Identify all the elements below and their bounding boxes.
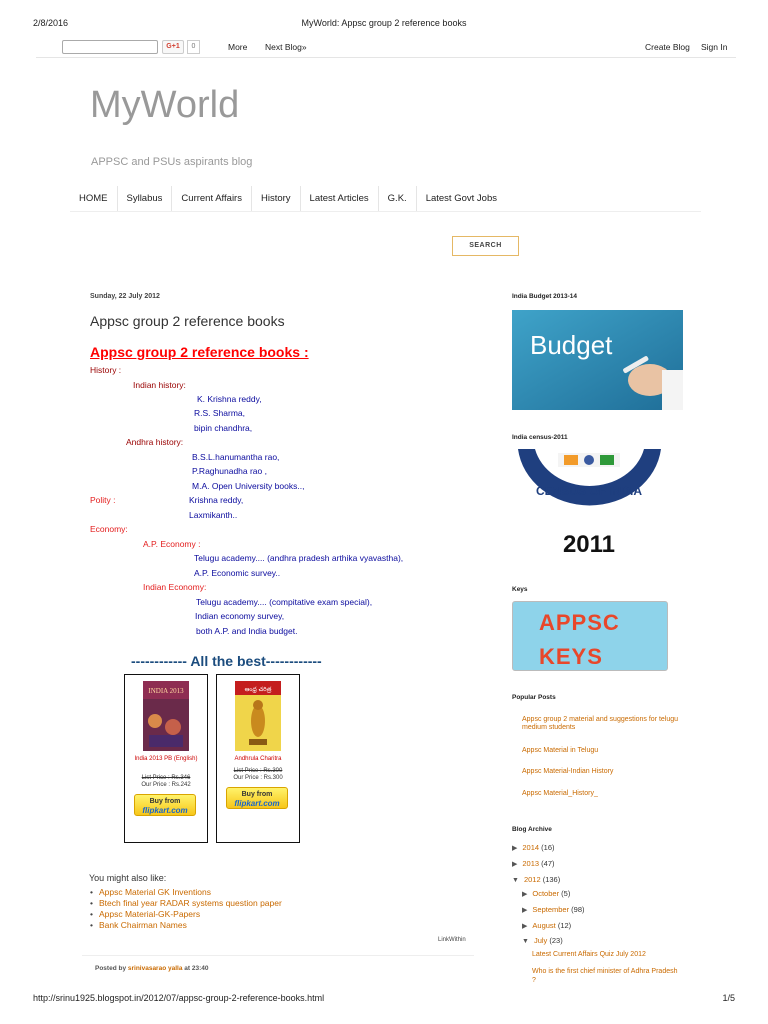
also-like-link[interactable]: • Bank Chairman Names [90,920,282,931]
keys-widget-title: Keys [512,586,528,593]
flipkart-logo: flipkart.com [234,799,280,808]
archive-month-label[interactable]: July [533,936,548,945]
buy-label: Buy from [149,798,181,805]
product-card [124,674,208,843]
print-title: MyWorld: Appsc group 2 reference books [301,18,467,28]
archive-year-2012[interactable] [512,875,560,884]
also-like-link[interactable]: • Appsc Material-GK-Papers [90,909,282,920]
list-price: List Price : Rs.346 [141,775,191,781]
post-line: Telugu academy.... (compitative exam special), [196,597,373,607]
popular-posts-title: Popular Posts [512,694,556,701]
posted-by-label: Posted by [95,965,127,972]
cover-title: ఆంధ్ర చరిత్ర [244,686,272,693]
expand-arrow-icon[interactable]: ▶ [522,891,528,898]
post-line: Polity : [90,495,116,505]
archive-count: (12) [557,921,572,930]
post-line: Indian economy survey, [195,611,285,621]
collapse-arrow-icon[interactable]: ▼ [512,877,519,884]
book-cover-image[interactable] [235,681,281,751]
budget-image-text: Budget [530,330,613,360]
census-year: 2011 [562,531,616,558]
list-price: List Price : Rs.300 [233,768,283,774]
blog-title[interactable]: MyWorld [90,84,240,126]
post-line: Indian history: [133,380,186,390]
archive-count: (5) [561,889,571,898]
post-line: Andhra history: [126,437,184,447]
post-line: both A.P. and India budget. [196,626,298,636]
at-label: at [184,965,191,972]
blog-description: APPSC and PSUs aspirants blog [91,156,253,168]
post-line: M.A. Open University books.., [192,481,305,491]
archive-year-label[interactable]: 2013 [522,859,540,868]
product-name[interactable]: Andhrula Charitra [234,756,282,762]
gplus-button[interactable]: G+1 [162,40,184,54]
census-arc-text: CENSUS OF INDIA [535,484,643,498]
archive-post-link[interactable]: Latest Current Affairs Quiz July 2012 [532,951,646,958]
book-cover-image[interactable] [143,681,189,751]
print-page-number: 1/5 [722,993,735,1003]
post-heading: Appsc group 2 reference books : [90,344,309,360]
tab-gk[interactable]: G.K. [379,186,417,212]
archive-count: (16) [541,843,555,852]
author-link[interactable]: srinivasarao yalla [127,965,183,972]
archive-year-label[interactable]: 2012 [523,875,541,884]
post-line: K. Krishna reddy, [197,394,262,404]
linkwithin-link[interactable]: LinkWithin [438,937,466,943]
our-price: Our Price : Rs.242 [141,782,191,788]
tabs-divider [70,211,701,212]
gplus-count: 0 [187,40,200,54]
buy-flipkart-button[interactable] [226,787,288,809]
keys-line: APPSC [539,610,620,635]
tab-latest-govt-jobs[interactable]: Latest Govt Jobs [425,193,497,204]
archive-month-label[interactable]: September [532,905,570,914]
tab-latest-articles[interactable]: Latest Articles [301,186,379,212]
expand-arrow-icon[interactable]: ▶ [512,861,518,868]
post-line: A.P. Economy : [143,539,201,549]
archive-month-august[interactable] [522,921,571,930]
all-the-best-text: ------------ All the best------------ [131,653,322,669]
census-widget-title: India census-2011 [512,434,568,441]
popular-post-link[interactable]: Appsc Material-Indian History [522,768,614,775]
archive-post-link[interactable]: Who is the first chief minister of Adhra Pradesh ? [532,968,678,984]
cover-title: INDIA 2013 [148,687,184,695]
archive-count: (136) [542,875,561,884]
budget-widget-title: India Budget 2013-14 [512,293,578,300]
census-image[interactable] [514,449,665,563]
tab-current-affairs[interactable]: Current Affairs [172,186,252,212]
post-line: B.S.L.hanumantha rao, [192,452,280,462]
print-date: 2/8/2016 [33,18,69,28]
product-card [216,674,300,843]
product-name[interactable]: India 2013 PB (English) [134,756,198,762]
tab-history[interactable]: History [252,186,301,212]
archive-year-2013[interactable] [512,859,555,868]
archive-month-label[interactable]: October [532,889,560,898]
post-line: Telugu academy.... (andhra pradesh arthika vyavastha), [194,553,404,563]
post-date: Sunday, 22 July 2012 [90,293,160,300]
budget-image[interactable] [512,310,683,410]
post-line: bipin chandhra, [194,423,253,433]
buy-label: Buy from [241,791,273,798]
print-url: http://srinu1925.blogspot.in/2012/07/appsc-group-2-reference-books.html [33,993,325,1003]
create-blog-link[interactable]: Create Blog [645,42,690,52]
search-button[interactable]: SEARCH [452,236,519,256]
archive-month-september[interactable] [522,905,585,914]
post-line: Krishna reddy, [189,495,244,505]
sign-in-link[interactable]: Sign In [701,42,728,52]
post-line: Economy: [90,524,128,534]
appsc-keys-image[interactable] [512,601,668,671]
archive-month-label[interactable]: August [532,921,556,930]
expand-arrow-icon[interactable]: ▶ [522,907,528,914]
also-like-link[interactable]: • Appsc Material GK Inventions [90,887,282,898]
archive-month-october[interactable] [522,889,570,898]
post-line: R.S. Sharma, [194,408,246,418]
flipkart-logo: flipkart.com [142,806,188,815]
keys-line: KEYS [539,644,603,669]
tab-syllabus[interactable]: Syllabus [118,186,173,212]
blogger-navbar [36,36,736,58]
post-title[interactable]: Appsc group 2 reference books [90,313,285,329]
post-line: Indian Economy: [143,582,207,592]
our-price: Our Price : Rs.300 [233,775,283,781]
archive-month-july[interactable] [522,936,563,945]
popular-post-link[interactable]: Appsc group 2 material and suggestions for telugu medium students [522,716,679,731]
also-like-list [90,887,282,931]
buy-flipkart-button[interactable] [134,794,196,816]
archive-count: (23) [549,936,563,945]
more-link[interactable]: More [228,42,248,52]
archive-year-2014[interactable] [512,843,555,852]
page-tabs [70,186,506,212]
popular-post-link[interactable]: Appsc Material in Telugu [522,747,599,754]
collapse-arrow-icon[interactable]: ▼ [522,938,529,945]
also-like-link[interactable]: • Btech final year RADAR systems question paper [90,898,282,909]
post-line: A.P. Economic survey.. [194,568,281,578]
tab-home[interactable]: HOME [70,186,118,212]
archive-count: (98) [571,905,585,914]
navbar-search-input[interactable] [62,40,158,54]
post-time-link[interactable]: 23:40 [191,965,209,972]
post-divider [82,955,474,956]
archive-year-label[interactable]: 2014 [522,843,540,852]
archive-count: (47) [541,859,555,868]
post-line: Laxmikanth.. [189,510,238,520]
post-line: P.Raghunadha rao , [192,466,267,476]
next-blog-link[interactable]: Next Blog» [265,42,307,52]
also-like-title: You might also like: [89,873,167,883]
expand-arrow-icon[interactable]: ▶ [512,845,518,852]
popular-post-link[interactable]: Appsc Material_History_ [522,790,598,797]
post-line: History : [90,365,122,375]
expand-arrow-icon[interactable]: ▶ [522,923,528,930]
post-footer [95,965,208,972]
blog-archive-title: Blog Archive [512,826,552,833]
